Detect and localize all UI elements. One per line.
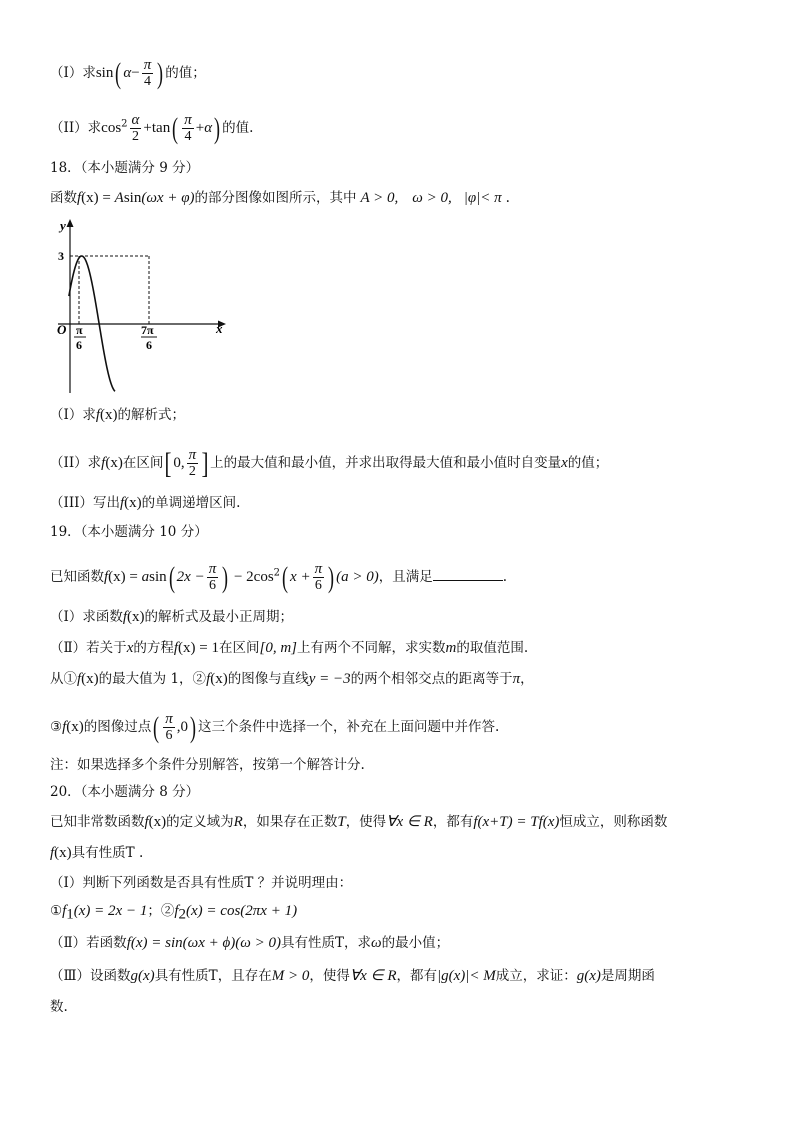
func-g: g(x) — [576, 968, 601, 984]
fraction — [142, 58, 154, 89]
equals: = — [125, 569, 142, 585]
numerator: π — [314, 561, 323, 577]
func-f: f — [62, 719, 67, 735]
right-paren: ) — [157, 56, 164, 90]
text: ；② — [147, 903, 175, 919]
text-tail: 的解析式； — [117, 407, 186, 423]
func1-expr: (x) = 2x − 1 — [73, 903, 148, 919]
minus-sign: − — [131, 65, 140, 81]
answer-blank[interactable] — [433, 566, 503, 581]
text-tail: ， — [520, 671, 534, 687]
text-tail: 的值； — [165, 65, 206, 81]
text: ，使得 — [309, 968, 350, 984]
func-f: f — [50, 845, 55, 861]
text: ，使得 — [345, 814, 387, 830]
func-f: f — [104, 569, 109, 585]
cond-phi: |φ|< π — [463, 190, 502, 206]
part-label: （III）写出 — [50, 495, 120, 511]
func-arg: (x) — [127, 609, 145, 625]
text: ，且满足 — [378, 569, 433, 585]
subscript: 1 — [66, 906, 74, 923]
func-arg: (x) — [124, 495, 142, 511]
q20-part1: （I）判断下列函数是否具有性质Τ ？并说明理由： — [50, 875, 353, 891]
bound-M: M > 0 — [271, 968, 310, 984]
alpha-symbol: α — [204, 120, 213, 136]
numerator: π — [208, 561, 217, 577]
func-arg: (x) — [100, 407, 118, 423]
func-arg: (x) — [178, 640, 196, 656]
abs-inequality: |g(x)|< M — [436, 968, 496, 984]
left-paren: ( — [168, 560, 175, 594]
superscript: 2 — [121, 118, 128, 130]
part-label: （II）求 — [50, 455, 102, 471]
sin-arg: (ωx + φ) — [141, 190, 195, 206]
denominator: 6 — [314, 578, 322, 593]
property-equation: f(x+T) = Tf(x) — [473, 814, 560, 830]
text: 的图像与直线 — [227, 671, 309, 687]
text: 成立，求证： — [495, 968, 577, 984]
text-tail: 的解析式及最小正周期； — [144, 609, 294, 625]
max-label: 3 — [58, 249, 64, 263]
sine-graph — [50, 218, 235, 398]
inner-expr: x + — [290, 569, 311, 585]
q19-part2 — [50, 638, 528, 658]
tan-text: tan — [151, 120, 171, 136]
func-arg: (x) — [210, 671, 228, 687]
func-g: g(x) — [130, 968, 155, 984]
text-tail: 的值； — [567, 455, 609, 471]
part-label: （Ⅱ）若关于 — [50, 640, 127, 656]
q18-stem — [50, 188, 510, 208]
text: 的最大值为 1，② — [98, 671, 207, 687]
text: 的定义域为 — [166, 814, 234, 830]
right-paren: ) — [222, 560, 229, 594]
plus-sign: + — [195, 120, 205, 136]
q20-part2 — [50, 933, 449, 953]
part-label: （I）求 — [50, 65, 96, 81]
text: ① — [50, 903, 63, 919]
text: 的部分图像如图所示，其中 — [194, 190, 357, 206]
left-paren: ( — [282, 560, 289, 594]
condition: (a > 0) — [336, 569, 379, 585]
text: 从① — [50, 671, 77, 687]
q18-header: 18．（本小题满分 9 分） — [50, 160, 200, 176]
left-bracket: [ — [164, 446, 172, 480]
fraction — [130, 113, 142, 144]
func-arg: (x) — [81, 671, 99, 687]
denominator: 4 — [184, 129, 192, 144]
func-expr: f(x) = sin(ωx + ϕ)(ω > 0) — [126, 935, 281, 951]
q19-part1 — [50, 607, 293, 627]
text: 函数 — [50, 190, 77, 206]
text: ，都有 — [432, 814, 474, 830]
func-arg: (x) — [108, 569, 126, 585]
line-equation: y = −3 — [308, 671, 351, 687]
numerator: π — [165, 711, 173, 727]
left-paren: ( — [153, 710, 160, 744]
right-paren: ) — [214, 111, 221, 145]
alpha-symbol: α — [123, 65, 132, 81]
sin-text: sin — [123, 190, 142, 206]
func2-expr: (x) = cos(2πx + 1) — [186, 903, 298, 919]
numerator: π — [143, 57, 152, 73]
func-f: f — [77, 671, 82, 687]
tick1-numerator: π — [76, 323, 83, 337]
cond-A: A > 0, — [360, 190, 399, 206]
interval: [0, m] — [259, 640, 298, 656]
part-label: （Ⅲ）设函数 — [50, 968, 131, 984]
q19-header: 19．（本小题满分 10 分） — [50, 524, 208, 540]
q20-functions — [50, 901, 297, 925]
q20-part3 — [50, 966, 655, 986]
q20-stem-line2 — [50, 843, 143, 863]
text: 上有两个不同解，求实数 — [297, 640, 446, 656]
fraction — [187, 448, 199, 479]
func-f: f — [174, 903, 179, 919]
subscript: 2 — [178, 906, 187, 923]
var-x: x — [126, 640, 134, 656]
fraction — [163, 712, 175, 743]
text: ，如果存在正数 — [242, 814, 338, 830]
func-arg: (x) — [105, 455, 123, 471]
text: ③ — [50, 719, 63, 735]
q20-header: 20．（本小题满分 8 分） — [50, 784, 200, 800]
plus-sign: + — [143, 120, 152, 136]
func-f: f — [120, 495, 125, 511]
q18-part1 — [50, 405, 185, 425]
text-tail: 的最小值； — [381, 935, 450, 951]
equation: = 1 — [195, 640, 219, 656]
q17-part1 — [50, 58, 206, 89]
q20-stem-line1 — [50, 812, 667, 832]
text-tail: 的取值范围. — [456, 640, 529, 656]
text: 具有性质Τ，且存在 — [154, 968, 272, 984]
denominator: 4 — [143, 74, 151, 89]
func-f: f — [77, 190, 82, 206]
sin-text: sin — [95, 65, 114, 81]
func-f: f — [206, 671, 211, 687]
period: . — [505, 190, 510, 206]
left-paren: ( — [172, 111, 179, 145]
part-label: （Ⅱ）若函数 — [50, 935, 127, 951]
q19-options-line1 — [50, 669, 534, 689]
var-x: x — [561, 455, 568, 471]
numerator: π — [188, 447, 197, 463]
text-tail: 的单调递增区间. — [141, 495, 241, 511]
inner-expr: 2x − — [176, 569, 205, 585]
fraction — [207, 562, 219, 593]
text-tail: 的值. — [222, 120, 254, 136]
q18-part3 — [50, 493, 240, 513]
func-f: f — [173, 640, 179, 656]
y-label: y — [60, 218, 66, 233]
func-arg: (x) — [148, 814, 167, 830]
func-f: f — [95, 407, 101, 423]
tick2-denominator: 6 — [146, 338, 152, 352]
denominator: 6 — [208, 578, 216, 593]
set-R: R — [233, 814, 243, 830]
func-f: f — [62, 903, 67, 919]
cos-text: cos — [101, 120, 122, 136]
text: 在区间 — [122, 455, 164, 471]
text-tail: 是周期函 — [600, 968, 655, 984]
part-label: （II）求 — [50, 120, 102, 136]
text: 在区间 — [219, 640, 260, 656]
sin-text: sin — [149, 569, 167, 585]
x-label: x — [216, 321, 223, 336]
q19-stem — [50, 562, 507, 593]
text: ，都有 — [396, 968, 437, 984]
func-arg: (x) — [54, 845, 72, 861]
superscript: 2 — [273, 567, 281, 579]
text-tail: 具有性质Τ . — [71, 845, 144, 861]
func-f: f — [101, 455, 106, 471]
fraction — [182, 113, 194, 144]
text: 的方程 — [133, 640, 174, 656]
text: 上的最大值和最小值，并求出取得最大值和最小值时自变量 — [210, 455, 562, 471]
numerator: π — [184, 112, 192, 128]
q19-options-line2 — [50, 712, 499, 743]
coef-a: a — [141, 569, 150, 585]
left-paren: ( — [115, 56, 122, 90]
tick1-denominator: 6 — [76, 338, 82, 352]
right-paren: ) — [190, 710, 197, 744]
text: 已知非常数函数 — [50, 814, 145, 830]
right-paren: ) — [328, 560, 335, 594]
q17-part2 — [50, 113, 253, 144]
func-f: f — [122, 609, 128, 625]
origin-label: O — [57, 322, 67, 337]
pi-symbol: π — [512, 671, 521, 687]
denominator: 6 — [165, 728, 173, 743]
equals: = — [98, 190, 115, 206]
var-m: m — [445, 640, 457, 656]
part-label: （I）求 — [50, 407, 96, 423]
text: 具有性质Τ，求 — [280, 935, 371, 951]
func-arg: (x) — [66, 719, 84, 735]
point-y: ,0 — [176, 719, 189, 735]
func-f: f — [144, 814, 149, 830]
denominator: 2 — [131, 129, 139, 144]
var-T: T — [337, 814, 346, 830]
var-A: A — [114, 190, 124, 206]
text: 的两个相邻交点的距离等于 — [350, 671, 513, 687]
denominator: 2 — [188, 464, 196, 479]
fraction — [313, 562, 325, 593]
omega-symbol: ω — [370, 935, 382, 951]
right-bracket: ] — [201, 446, 209, 480]
y-axis-arrow-icon — [67, 219, 74, 227]
text-tail: 恒成立，则称函数 — [559, 814, 668, 830]
forall-expr: ∀x ∈ R — [349, 968, 397, 984]
interval-lower: 0, — [173, 455, 185, 471]
tick2-numerator: 7π — [141, 323, 154, 337]
numerator: α — [131, 112, 140, 128]
minus-cos: − 2cos — [230, 569, 274, 585]
q20-part3-end: 数. — [50, 999, 68, 1015]
part-label: （I）求函数 — [50, 609, 123, 625]
forall-expr: ∀x ∈ R — [386, 814, 433, 830]
text: 的图像过点 — [83, 719, 152, 735]
cond-omega: ω > 0, — [412, 190, 452, 206]
q19-note: 注：如果选择多个条件分别解答，按第一个解答计分. — [50, 757, 365, 773]
q18-part2 — [50, 448, 608, 479]
text: 已知函数 — [50, 569, 104, 585]
func-arg: (x) — [81, 190, 99, 206]
period: . — [502, 569, 508, 585]
text-tail: 这三个条件中选择一个，补充在上面问题中并作答. — [198, 719, 500, 735]
